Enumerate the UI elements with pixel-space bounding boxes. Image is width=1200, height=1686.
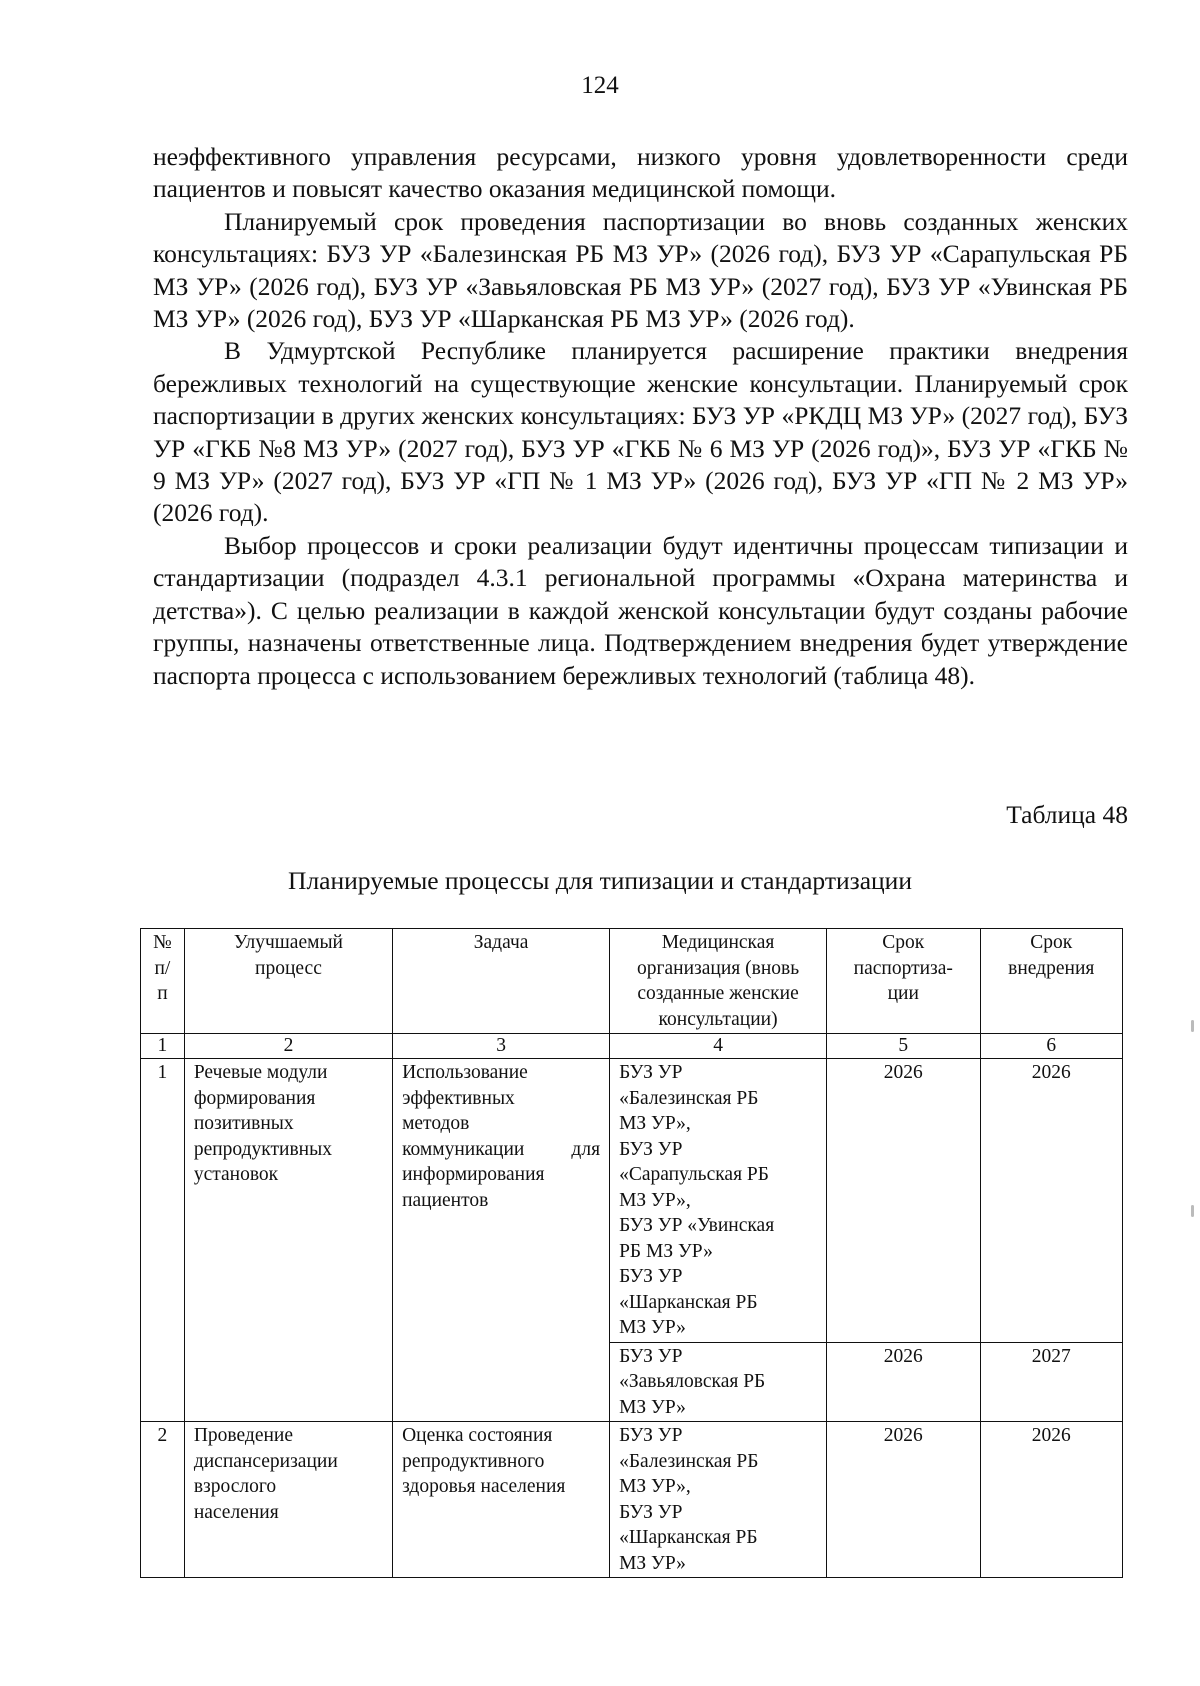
- header-process: Улучшаемый процесс: [184, 929, 392, 1034]
- row-organization: БУЗ УР «Завьяловская РБ МЗ УР»: [610, 1342, 827, 1422]
- row-organization: БУЗ УР «Балезинская РБ МЗ УР», БУЗ УР «Шарканская РБ МЗ УР»: [610, 1422, 827, 1578]
- row-process: Проведение диспансеризации взрослого населения: [184, 1422, 392, 1578]
- row-number: 1: [141, 1059, 185, 1422]
- column-number: 1: [141, 1034, 185, 1059]
- page-number: 124: [581, 72, 619, 99]
- paragraph-expansion-plan: В Удмуртской Республике планируется расширение практики внедрения бережливых технологий на существующие женские консультации. Планируемый срок паспортизации в других женских консультациях: БУЗ УР «РКДЦ МЗ УР» (2027 год), БУЗ УР «ГКБ №8 МЗ УР» (2027 год), БУЗ УР «ГКБ № 6 МЗ УР (2026 год)», БУЗ УР «ГКБ № 9 МЗ УР» (2027 год), БУЗ УР «ГП № 1 МЗ УР» (2026 год), БУЗ УР «ГП № 2 МЗ УР» (2026 год).: [153, 336, 1128, 528]
- table-row: [141, 1422, 1123, 1578]
- row-process: Речевые модули формирования позитивных репродуктивных установок: [184, 1059, 392, 1422]
- column-number: 3: [393, 1034, 610, 1059]
- row-implementation-term: 2026: [980, 1059, 1123, 1343]
- body-text: [153, 141, 1128, 692]
- row-passport-term: 2026: [827, 1422, 980, 1578]
- paragraph-process-selection: Выбор процессов и сроки реализации будут идентичны процессам типизации и стандартизации (подраздел 4.3.1 региональной программы «Охрана материнства и детства»). С целью реализации в каждой женской консультации будут созданы рабочие группы, назначены ответственные лица. Подтверждением внедрения будет утверждение паспорта процесса с использованием бережливых технологий (таблица 48).: [153, 530, 1128, 690]
- header-number: № п/п: [141, 929, 185, 1034]
- header-passport-term: Срок паспортиза- ции: [827, 929, 980, 1034]
- column-number: 4: [610, 1034, 827, 1059]
- row-passport-term: 2026: [827, 1342, 980, 1422]
- scan-edge-mark: [1191, 1205, 1194, 1217]
- table-header-row: [141, 929, 1123, 1034]
- header-implementation-term: Срок внедрения: [980, 929, 1123, 1034]
- processes-table: [140, 928, 1123, 1578]
- column-number: 6: [980, 1034, 1123, 1059]
- row-task: Использование эффективных методов коммуникации для информирования пациентов: [393, 1059, 610, 1422]
- row-implementation-term: 2026: [980, 1422, 1123, 1578]
- row-passport-term: 2026: [827, 1059, 980, 1343]
- column-number-row: [141, 1034, 1123, 1059]
- scan-edge-mark: [1191, 1020, 1194, 1032]
- paragraph-continuation: неэффективного управления ресурсами, низкого уровня удовлетворенности среди пациентов и повысят качество оказания медицинской помощи.: [153, 142, 1128, 204]
- table-title: Планируемые процессы для типизации и стандартизации: [288, 866, 912, 895]
- column-number: 2: [184, 1034, 392, 1059]
- header-task: Задача: [393, 929, 610, 1034]
- header-organization: Медицинская организация (вновь созданные женские консультации): [610, 929, 827, 1034]
- table-label: Таблица 48: [1006, 800, 1128, 829]
- row-organization: БУЗ УР «Балезинская РБ МЗ УР», БУЗ УР «Сарапульская РБ МЗ УР», БУЗ УР «Увинская РБ МЗ УР» БУЗ УР «Шарканская РБ МЗ УР»: [610, 1059, 827, 1343]
- row-number: 2: [141, 1422, 185, 1578]
- row-implementation-term: 2027: [980, 1342, 1123, 1422]
- paragraph-passport-schedule: Планируемый срок проведения паспортизации во вновь созданных женских консультациях: БУЗ УР «Балезинская РБ МЗ УР» (2026 год), БУЗ УР «Сарапульская РБ МЗ УР» (2026 год), БУЗ УР «Завьяловская РБ МЗ УР» (2027 год), БУЗ УР «Увинская РБ МЗ УР» (2026 год), БУЗ УР «Шарканская РБ МЗ УР» (2026 год).: [153, 206, 1128, 334]
- row-task: Оценка состояния репродуктивного здоровья населения: [393, 1422, 610, 1578]
- table-row: [141, 1059, 1123, 1343]
- column-number: 5: [827, 1034, 980, 1059]
